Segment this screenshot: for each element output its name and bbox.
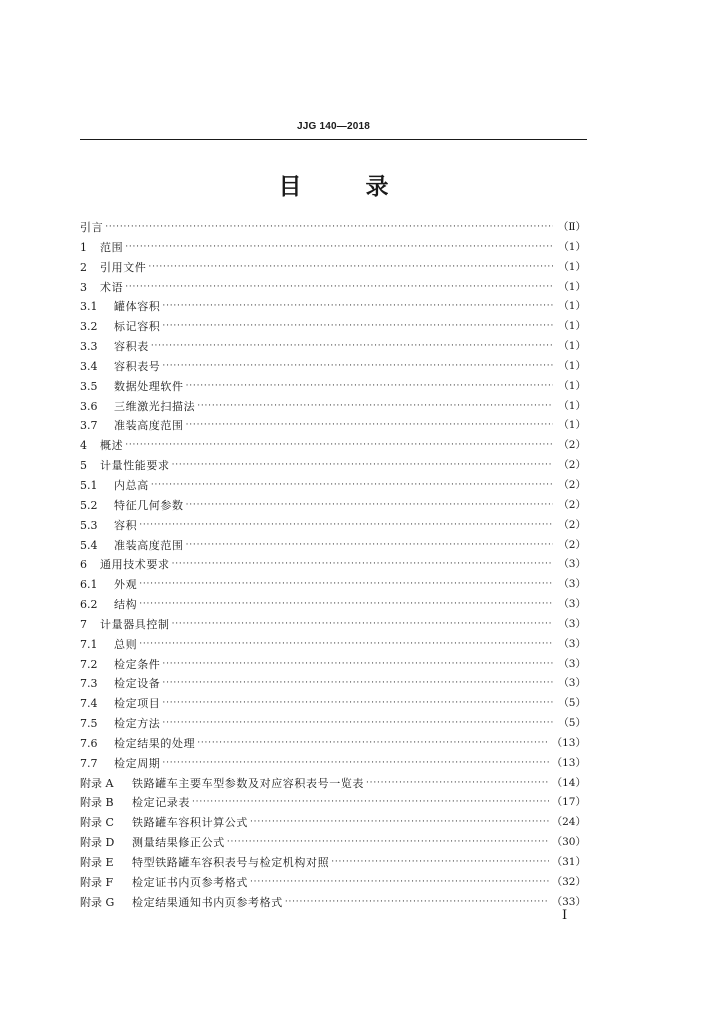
toc-entry-page: （3） [558,617,586,630]
toc-entry-label: 检定条件 [114,657,161,671]
toc-entry[interactable] [80,635,586,655]
toc-entry[interactable] [80,615,586,635]
toc-entry[interactable] [80,555,586,575]
page-number: Ⅰ [562,908,568,923]
toc-entry[interactable] [80,595,586,615]
toc-entry-page: （2） [558,459,586,472]
toc-entry-label: 准装高度范围 [114,538,184,552]
toc-entry-page: （2） [558,538,586,551]
toc-entry[interactable] [80,575,586,595]
toc-entry-page: （31） [551,856,586,868]
toc-entry-label: 罐体容积 [114,300,161,314]
toc-entry-label: 容积表号 [114,359,161,373]
toc-leader-dots [139,595,553,615]
toc-entry-label: 引言 [80,221,104,234]
toc-entry-label: 引用文件 [100,260,147,274]
toc-entry-label: 三维激光扫描法 [114,399,196,413]
toc-leader-dots [105,218,553,238]
toc-entry-label: 计量器具控制 [100,617,170,631]
toc-entry[interactable] [80,238,586,258]
toc-entry-label: 范围 [100,240,124,254]
toc-entry-label: 结构 [114,598,138,612]
toc-entry-label: 检定设备 [114,677,161,691]
toc-entry-label: 测量结果修正公式 [132,836,225,850]
toc-entry-page: （3） [558,598,586,611]
toc-entry-page: （17） [551,796,586,809]
toc-entry-number: 附录 A [80,776,114,790]
toc-entry-number: 7.1 [80,637,98,651]
toc-leader-dots [192,793,549,813]
toc-entry-number: 3.3 [80,340,98,354]
title-char-1: 目 [278,174,302,200]
toc-leader-dots [186,416,553,436]
toc-entry[interactable] [80,258,586,278]
toc-entry-label: 检定方法 [114,717,161,731]
toc-leader-dots [285,893,549,913]
toc-entry-number: 4 [80,439,87,453]
toc-entry-page: （1） [558,260,586,273]
toc-entry-number: 7.2 [80,657,98,671]
toc-entry-label: 特型铁路罐车容积表号与检定机构对照 [132,856,330,869]
toc-entry[interactable] [80,734,586,754]
toc-entry-label: 外观 [114,578,138,592]
toc-entry-label: 检定结果的处理 [114,736,196,750]
toc-entry-page: （2） [558,498,586,511]
toc-entry-page: （13） [551,756,586,769]
toc-entry-label: 检定结果通知书内页参考格式 [132,895,283,909]
toc-entry[interactable] [80,873,586,893]
toc-entry-page: （5） [558,697,586,710]
toc-entry-label: 内总高 [114,478,149,492]
toc-leader-dots [162,297,553,317]
toc-entry-page: （33） [551,895,586,908]
toc-leader-dots [125,238,553,258]
toc-entry-label: 准装高度范围 [114,419,184,433]
toc-entry-page: （1） [558,320,586,333]
toc-entry-page: （1） [558,340,586,353]
toc-entry[interactable] [80,377,586,397]
toc-entry-number: 附录 E [80,856,114,869]
toc-entry[interactable] [80,496,586,516]
toc-entry-number: 5 [80,459,87,473]
toc-entry-number: 附录 B [80,796,114,810]
toc-entry-label: 铁路罐车容积计算公式 [132,816,248,830]
toc-entry-page: （2） [558,439,586,452]
toc-entry-number: 6.1 [80,578,98,592]
toc-entry-label: 容积 [114,518,138,532]
toc-entry-number: 附录 F [80,875,114,889]
table-of-contents [80,218,586,913]
toc-leader-dots [366,774,549,794]
toc-entry-page: （24） [551,816,586,829]
toc-entry-page: （2） [558,518,586,531]
toc-entry-page: （30） [551,836,586,849]
toc-entry-number: 7.4 [80,697,98,711]
toc-entry[interactable] [80,674,586,694]
toc-entry-label: 术语 [100,280,124,294]
toc-entry-number: 3.2 [80,320,98,334]
toc-leader-dots [162,655,553,675]
toc-entry-number: 5.4 [80,538,98,552]
toc-entry[interactable] [80,297,586,317]
toc-entry[interactable] [80,655,586,675]
toc-entry-page: （1） [558,280,586,293]
toc-leader-dots [148,258,553,278]
toc-entry-label: 通用技术要求 [100,558,170,572]
toc-entry-page: （Ⅱ） [557,221,586,233]
toc-leader-dots [250,813,549,833]
toc-entry-number: 附录 C [80,816,114,830]
toc-leader-dots [162,317,553,337]
toc-entry[interactable] [80,893,586,913]
toc-entry-label: 检定记录表 [132,796,190,810]
toc-leader-dots [172,555,553,575]
toc-entry-label: 概述 [100,439,124,453]
toc-leader-dots [139,635,553,655]
toc-leader-dots [331,853,548,873]
toc-leader-dots [139,575,553,595]
toc-entry-number: 7.7 [80,756,98,770]
toc-entry-page: （1） [558,300,586,313]
toc-entry-number: 3.6 [80,399,98,413]
toc-entry-number: 6 [80,558,87,572]
toc-entry-page: （1） [558,240,586,253]
toc-leader-dots [172,456,553,476]
toc-leader-dots [172,615,553,635]
toc-entry-number: 7 [80,617,87,631]
toc-leader-dots [125,278,553,298]
toc-entry[interactable] [80,793,586,813]
toc-entry-page: （3） [558,677,586,690]
toc-entry-page: （3） [558,558,586,571]
toc-entry[interactable] [80,337,586,357]
toc-entry-number: 3.1 [80,300,98,314]
toc-entry[interactable] [80,516,586,536]
toc-entry-label: 总则 [114,637,138,651]
toc-leader-dots [186,536,553,556]
toc-entry-number: 3 [80,280,87,294]
toc-entry-number: 5.2 [80,498,98,512]
toc-entry-label: 检定周期 [114,756,161,770]
toc-entry-label: 检定证书内页参考格式 [132,875,248,889]
toc-leader-dots [162,714,553,734]
toc-leader-dots [139,516,553,536]
toc-entry[interactable] [80,694,586,714]
toc-entry-number: 附录 D [80,836,115,850]
page-title [80,168,587,201]
toc-entry[interactable] [80,476,586,496]
toc-entry[interactable] [80,813,586,833]
toc-leader-dots [151,476,553,496]
toc-entry[interactable] [80,714,586,734]
header-rule [80,139,587,140]
toc-entry-number: 5.1 [80,478,98,492]
toc-leader-dots [197,397,553,417]
toc-entry[interactable] [80,536,586,556]
toc-entry-page: （13） [551,736,586,749]
toc-entry-page: （1） [558,399,586,412]
toc-entry[interactable] [80,456,586,476]
toc-entry-page: （32） [551,875,586,888]
toc-entry-page: （5） [558,717,586,730]
toc-entry-number: 7.5 [80,717,98,731]
toc-entry-page: （3） [558,657,586,670]
toc-entry[interactable] [80,357,586,377]
toc-entry-label: 容积表 [114,340,149,354]
toc-entry-page: （1） [558,359,586,372]
toc-entry[interactable] [80,853,586,873]
toc-entry-page: （1） [558,379,586,392]
toc-entry-number: 1 [80,240,87,254]
toc-entry-number: 6.2 [80,598,98,612]
toc-entry-page: （3） [558,637,586,650]
toc-leader-dots [186,377,553,397]
toc-leader-dots [197,734,548,754]
toc-entry[interactable] [80,436,586,456]
toc-entry-number: 附录 G [80,895,115,909]
toc-entry-page: （2） [558,478,586,491]
title-char-2: 录 [365,174,389,200]
toc-entry-label: 计量性能要求 [100,459,170,473]
toc-leader-dots [162,754,548,774]
toc-entry-number: 3.4 [80,359,98,373]
toc-leader-dots [162,357,553,377]
toc-entry[interactable] [80,278,586,298]
toc-leader-dots [125,436,553,456]
toc-leader-dots [227,833,549,853]
toc-entry-label: 标记容积 [114,320,161,334]
toc-leader-dots [151,337,553,357]
toc-entry-label: 特征几何参数 [114,498,184,512]
toc-entry-page: （14） [551,776,586,789]
toc-leader-dots [250,873,549,893]
toc-leader-dots [162,694,553,714]
toc-leader-dots [162,674,553,694]
toc-entry-label: 检定项目 [114,697,161,711]
toc-entry-label: 数据处理软件 [114,379,184,393]
toc-entry[interactable] [80,833,586,853]
toc-entry[interactable] [80,774,586,794]
toc-entry[interactable] [80,416,586,436]
toc-entry-number: 2 [80,260,87,274]
toc-entry-label: 铁路罐车主要车型参数及对应容积表号一览表 [132,776,364,790]
toc-entry-number: 7.6 [80,736,98,750]
toc-entry[interactable] [80,397,586,417]
toc-entry-page: （3） [558,578,586,591]
toc-entry[interactable] [80,754,586,774]
toc-entry-number: 3.5 [80,379,98,393]
toc-entry-number: 3.7 [80,419,98,433]
running-header: JJG 140—2018 [296,121,370,132]
toc-entry-number: 5.3 [80,518,98,532]
toc-entry[interactable] [80,317,586,337]
toc-entry[interactable] [80,218,586,238]
toc-entry-number: 7.3 [80,677,98,691]
toc-entry-page: （1） [558,419,586,432]
toc-leader-dots [186,496,553,516]
